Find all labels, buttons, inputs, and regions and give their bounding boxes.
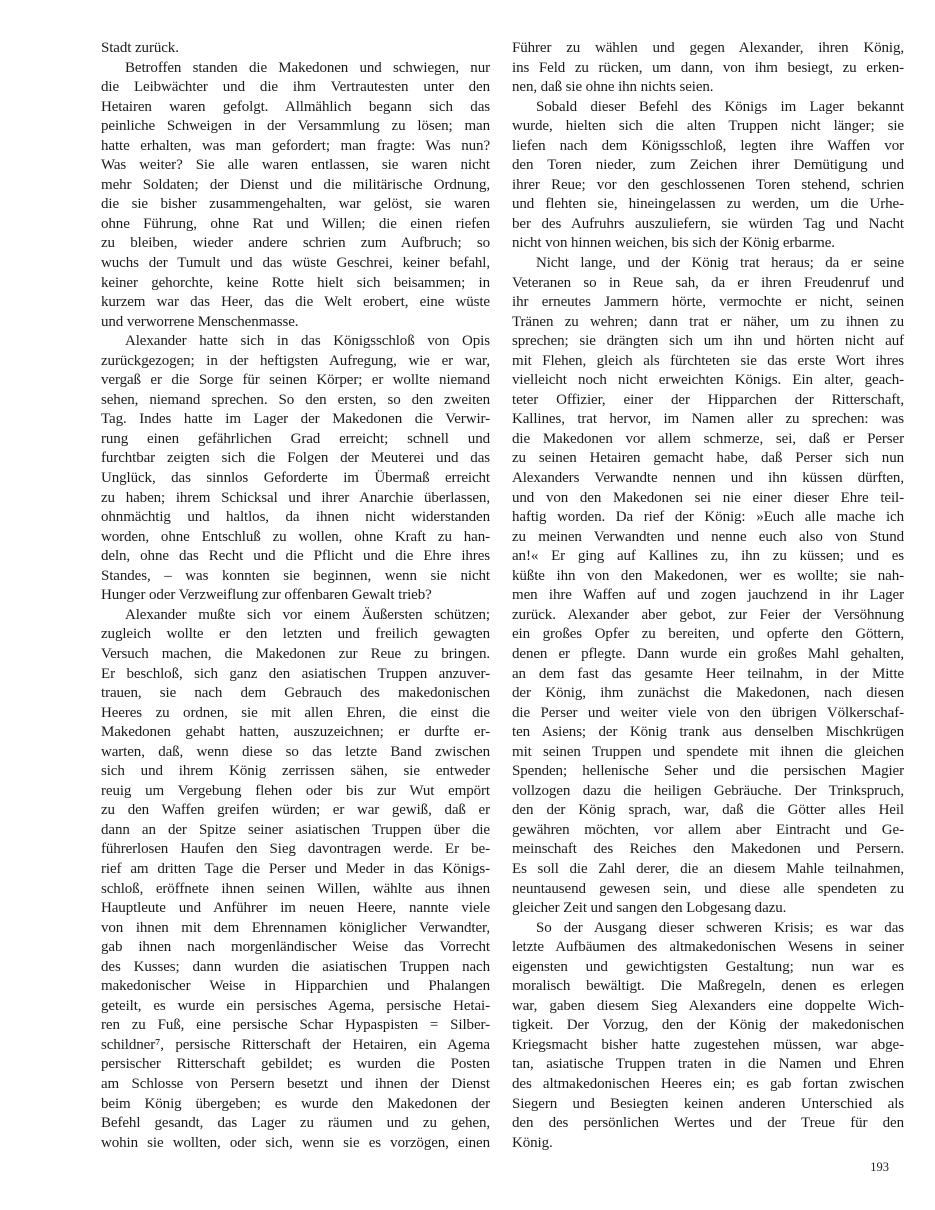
text-line: wohin sie wollten, oder sich, wenn sie es vorzögen, einen [101,1134,490,1151]
text-line: sich und ihrem König zerrissen sähen, sie entweder [101,763,490,780]
paragraph [512,919,904,1154]
text-line: zu seinen Hetairen gemacht habe, daß Perser sich nun [512,450,904,467]
text-line: der König, ihm zunächst die Makedonen, nach diesen [512,685,904,702]
text-line: Hetairen waren gefolgt. Allmählich begann sich das [101,98,490,115]
text-line: Befehl gesandt, das Lager zu räumen und zu gehen, [101,1115,490,1132]
text-line: Es soll die Zahl derer, die an diesem Mahle teilnahmen, [512,860,904,877]
text-line: den der König sprach, war, daß die Götter alles Heil [512,802,904,819]
text-line: die sie bisher zusammengehalten, war gelöst, sie waren [101,196,490,213]
text-line: nicht von hinnen weichen, bis sich der König erbarme. [512,235,835,252]
text-line: Er beschloß, sich ganz den asiatischen Truppen anzuver- [101,665,490,682]
text-line: tan, asiatische Truppen traten in die Namen und Ehren [512,1056,904,1073]
text-line: zurück. Alexander aber gebot, zur Feier der Versöhnung [512,606,904,623]
paragraph [101,332,490,606]
text-line: geteilt, es wurde ein persisches Agema, persische Hetai- [101,997,490,1014]
text-line: mit seinen Truppen und spendete mit ihnen die gleichen [512,743,904,760]
text-line: Alexander mußte sich vor einem Äußersten schützen; [125,606,490,623]
text-line: trauen, sie nach dem Gebrauch des makedonischen [101,685,490,702]
text-line: küßte ihn von den Makedonen, wer es wollte; sie nah- [512,567,904,584]
text-line: Spenden; hellenische Seher und die persischen Magier [512,763,904,780]
text-line: gleicher Zeit und sangen den Lobgesang dazu. [512,900,787,917]
text-line: wuchs der Tumult und das wüste Geschrei, keiner befahl, [101,255,490,272]
text-line: und flehten sie, hineingelassen zu werden, um die Urhe- [512,196,904,213]
paragraph [101,59,490,333]
text-line: war, gaben diesem Sieg Alexanders eine doppelte Wich- [512,997,904,1014]
text-column-left [101,39,490,1153]
paragraph [512,98,904,254]
text-line: rief am dritten Tage die Perser und Meder in das Königs- [101,860,490,877]
text-line: Heeres zu ordnen, sie mit allen Ehren, die einst die [101,704,490,721]
text-line: den Toren nieder, zum Zeichen ihrer Demütigung und [512,157,904,174]
paragraph [101,606,490,1153]
text-line: des Kusses; dann wurden die asiatischen Truppen nach [101,958,490,975]
text-line: Siegern und Besiegten keinen anderen Unterschied als [512,1095,904,1112]
text-line: persischer Ritterschaft gebildet; es wurden die Posten [101,1056,490,1073]
text-line: Führer zu wählen und gegen Alexander, ihren König, [512,40,904,56]
text-line: tigkeit. Der Vorzug, den der König der makedonischen [512,1017,904,1034]
text-line: zugleich wollte er den letzten und freilich gewagten [101,626,490,643]
text-line: zu haben; ihrem Schicksal und ihrer Anarchie überlassen, [101,489,490,506]
text-line: dann an der Spitze seiner asiatischen Truppen über die [101,821,490,838]
text-line: hatte erhalten, was man gefordert; man fragte: Was nun? [101,137,490,154]
text-line: vielleicht noch nicht erweichten Königs. Ein alter, geach- [512,372,904,389]
text-line: moralisch bewältigt. Die Maßregeln, denen es erlegen [512,978,904,995]
text-line: die Makedonen vor allem schmerze, sei, daß er Perser [512,430,904,447]
text-line: furchtbar zeigten sich die Folgen der Meuterei und das [101,450,490,467]
text-line: ins Feld zu rücken, um dann, von ihm besiegt, zu erken- [512,59,904,76]
text-line: zu meinen Verwandten und nenne euch also von Stund [512,528,904,545]
text-line: deln, ohne das Recht und die Pflicht und die Ehre ihres [101,548,490,565]
text-line: kurzem war das Heer, das die Welt erobert, eine wüste [101,294,490,311]
text-line: zurückgezogen; in der heftigsten Aufregung, wie er war, [101,352,490,369]
text-line: rung einen gefährlichen Grad erreicht; schnell und [101,430,490,447]
text-line: Kriegsmacht bisher hatte zugestehen müssen, war abge- [512,1036,904,1053]
text-line: Hunger oder Verzweiflung zur offenbaren Gewalt trieb? [101,587,432,604]
text-line: Alexander hatte sich in das Königsschloß von Opis [125,333,490,350]
text-line: Alexanders Verwandte nennen und ihn küssen dürften, [512,470,904,487]
text-line: führerlosen Haufen den Sieg davontragen werde. Er be- [101,841,490,858]
text-line: ohnmächtig und haltlos, da ihnen nicht widerstanden [101,509,490,526]
text-line: die Leibwächter und die ihm Vertrautesten unter den [101,79,490,96]
text-line: von ihnen mit dem Ehrennamen königlicher Verwandter, [101,919,490,936]
text-line: ber des Aufruhrs auszuliefern, sie würden Tag und Nacht [512,215,904,232]
text-line: peinliche Schweigen in der Versammlung zu lösen; man [101,118,490,135]
text-line: den des persönlichen Wertes und der Treue für den [512,1115,904,1132]
text-line: Standes, – was konnten sie beginnen, wenn sie nicht [101,567,490,584]
text-line: worden, ohne Entschluß zu wollen, ohne Kraft zu han- [101,528,490,545]
text-line: schildner⁷, persische Ritterschaft der Hetairen, ein Agema [101,1036,490,1053]
text-line: Kallines, trat hervor, im Namen aller zu sprechen: was [512,411,904,428]
text-line: an!« Er ging auf Kallines zu, ihn zu küssen; und es [512,548,904,565]
text-line: ihr erneutes Jammern hörte, vermochte er nicht, seinen [512,294,904,311]
text-line: Stadt zurück. [101,40,179,56]
text-line: letzte Aufbäumen des altmakedonischen Wesens in seiner [512,939,904,956]
text-line: haftig worden. Da rief der König: »Euch alle mache ich [512,509,904,526]
text-line: men ihre Waffen auf und zogen jauchzend in ihr Lager [512,587,904,604]
text-line: Unglück, das sinnlos Geforderte im Übermaß erreicht [101,470,490,487]
text-line: an dem fast das gesamte Heer teilnahm, in der Mitte [512,665,904,682]
text-line: mit Flehen, gleich als fürchteten sie das erste Wort ihres [512,352,904,369]
text-line: gab ihnen nach morgenländischer Weise das Vorrecht [101,939,490,956]
text-line: So der Ausgang dieser schweren Krisis; es war das [536,919,904,936]
text-line: Veteranen so in Reue sah, da er ihren Freudenruf und [512,274,904,291]
text-line: ihrer Reue; vor den geschlossenen Toren stehend, schrien [512,176,904,193]
paragraph [512,254,904,919]
text-line: Betroffen standen die Makedonen und schwiegen, nur [125,59,490,76]
text-line: warten, daß, wenn diese so das letzte Band zwischen [101,743,490,760]
text-line: und von den Makedonen sei nie einer dieser Ehre teil- [512,489,904,506]
text-line: makedonischer Weise in Hipparchien und Phalangen [101,978,490,995]
text-line: mehr Soldaten; der Dienst und die militärische Ordnung, [101,176,490,193]
text-line: reuig um Vergebung flehen oder bis zur Wut empört [101,782,490,799]
text-line: ten Asiens; der König trank aus denselben Mischkrügen [512,724,904,741]
page-number: 193 [870,1160,889,1174]
text-line: Versuch machen, die Makedonen zur Reue zu bringen. [101,645,490,662]
text-line: keiner gehorchte, keine Rotte hielt sich beisammen; in [101,274,490,291]
text-line: neuntausend gewesen sein, und diese alle spendeten zu [512,880,904,897]
text-line: die Perser und weiter viele von den übrigen Völkerschaf- [512,704,904,721]
text-line: schloß, eröffnete ihnen seinen Willen, wählte aus ihnen [101,880,490,897]
text-line: ren zu Fuß, eine persische Schar Hypaspisten = Silber- [101,1017,490,1034]
text-line: des altmakedonischen Heeres ein; es gab fortan zwischen [512,1075,904,1092]
text-line: gewähren möchten, vor allem aber Eintracht und Ge- [512,821,904,838]
text-column-right [512,39,904,1153]
text-line: Sobald dieser Befehl des Königs im Lager bekannt [536,98,904,115]
text-line: vollzogen dazu die heiligen Gebräuche. Der Trinkspruch, [512,782,904,799]
text-line: Nicht lange, und der König trat heraus; da er seine [536,255,904,272]
text-line: denen er pflegte. Dann wurde ein großes Mahl gehalten, [512,645,904,662]
text-line: meinschaft des Reiches den Makedonen und Persern. [512,841,904,858]
text-line: nen, daß sie ohne ihn nichts seien. [512,79,714,96]
text-line: König. [512,1134,553,1151]
text-line: Was weiter? Sie alle waren entlassen, sie waren nicht [101,157,490,174]
text-line: zu bleiben, wieder andere schrien zum Aufbruch; so [101,235,490,252]
paragraph [101,39,490,59]
text-line: vergaß er die Sorge für seinen Körper; er wollte niemand [101,372,490,389]
text-line: ohne Führung, ohne Rat und Willen; die einen riefen [101,215,490,232]
text-line: zu den Waffen greifen würden; er war gewiß, daß er [101,802,490,819]
text-line: liefen nach dem Königsschloß, legten ihre Waffen vor [512,137,904,154]
text-line: sprechen; sie drängten sich um ihn und hörten nicht auf [512,333,904,350]
paragraph [512,39,904,98]
text-line: beim König übergeben; es wurde den Makedonen der [101,1095,490,1112]
text-line: teter Offizier, einer der Hipparchen der Ritterschaft, [512,391,904,408]
text-line: sehen, niemand sprechen. So den ersten, so den zweiten [101,391,490,408]
text-line: Makedonen gehabt hatten, auszuzeichnen; er durfte er- [101,724,490,741]
text-line: eigensten und gewichtigsten Gestaltung; nun war es [512,958,904,975]
text-line: Tag. Indes hatte im Lager der Makedonen die Verwir- [101,411,490,428]
text-line: Tränen zu wehren; dann trat er näher, um zu ihnen zu [512,313,904,330]
text-line: und verworrene Menschenmasse. [101,313,299,330]
text-line: ein großes Opfer zu bereiten, und opferte den Göttern, [512,626,904,643]
text-line: Hauptleute und Anführer im neuen Heere, nannte viele [101,900,490,917]
text-line: am Schlosse von Persern besetzt und ihnen der Dienst [101,1075,490,1092]
text-line: wurde, hielten sich die alten Truppen nicht länger; sie [512,118,904,135]
